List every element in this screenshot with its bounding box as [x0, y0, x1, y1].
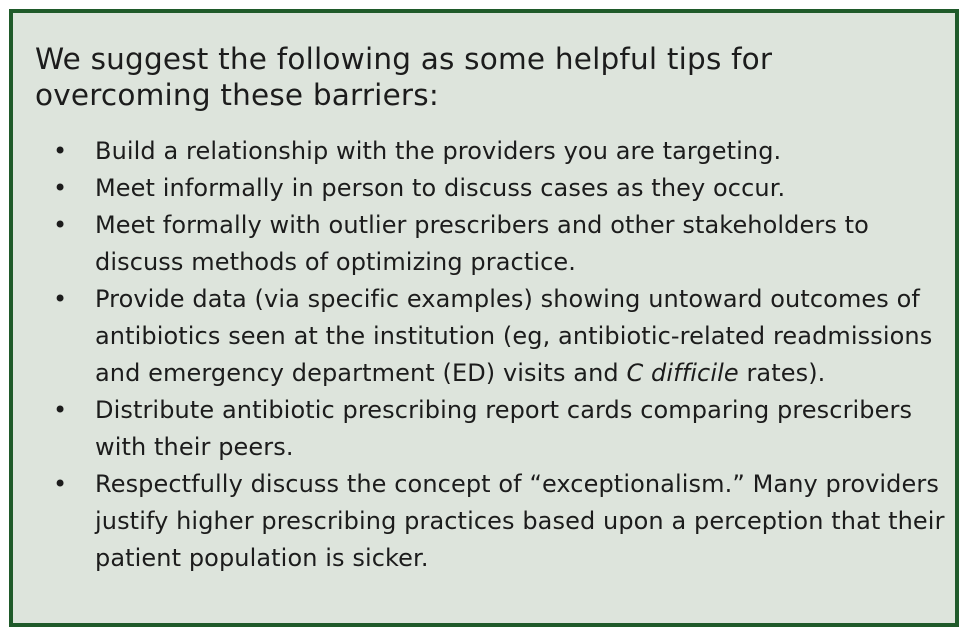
tips-list	[13, 133, 953, 577]
bullet-icon: •	[53, 285, 68, 313]
bullet-icon: •	[53, 211, 68, 239]
list-item	[13, 170, 953, 207]
tip-text-before: Provide data (via specific examples) showing untoward outcomes of antibiotics seen at the institution (eg, antibiotic-related readmissions and emergency department (ED) visits and	[95, 285, 933, 387]
bullet-icon: •	[53, 174, 68, 202]
tip-text: Meet informally in person to discuss cases as they occur.	[95, 174, 786, 202]
tip-text: Distribute antibiotic prescribing report cards comparing prescribers with their peers.	[95, 396, 913, 461]
list-item	[13, 466, 953, 577]
tip-text-italic: C difficile	[626, 359, 739, 387]
bullet-icon: •	[53, 396, 68, 424]
list-item	[13, 392, 953, 466]
tip-text: Respectfully discuss the concept of “exceptionalism.” Many providers justify higher prescribing practices based upon a perception that their patient population is sicker.	[95, 470, 945, 572]
tip-text-after: rates).	[738, 359, 826, 387]
tip-text: Build a relationship with the providers you are targeting.	[95, 137, 782, 165]
list-item	[13, 207, 953, 281]
tips-callout-box	[9, 9, 959, 627]
bullet-icon: •	[53, 137, 68, 165]
intro-heading: We suggest the following as some helpful tips for overcoming these barriers:	[35, 42, 773, 112]
list-item	[13, 133, 953, 170]
bullet-icon: •	[53, 470, 68, 498]
list-item	[13, 281, 953, 392]
tip-text: Meet formally with outlier prescribers and other stakeholders to discuss methods of optimizing practice.	[95, 211, 869, 276]
